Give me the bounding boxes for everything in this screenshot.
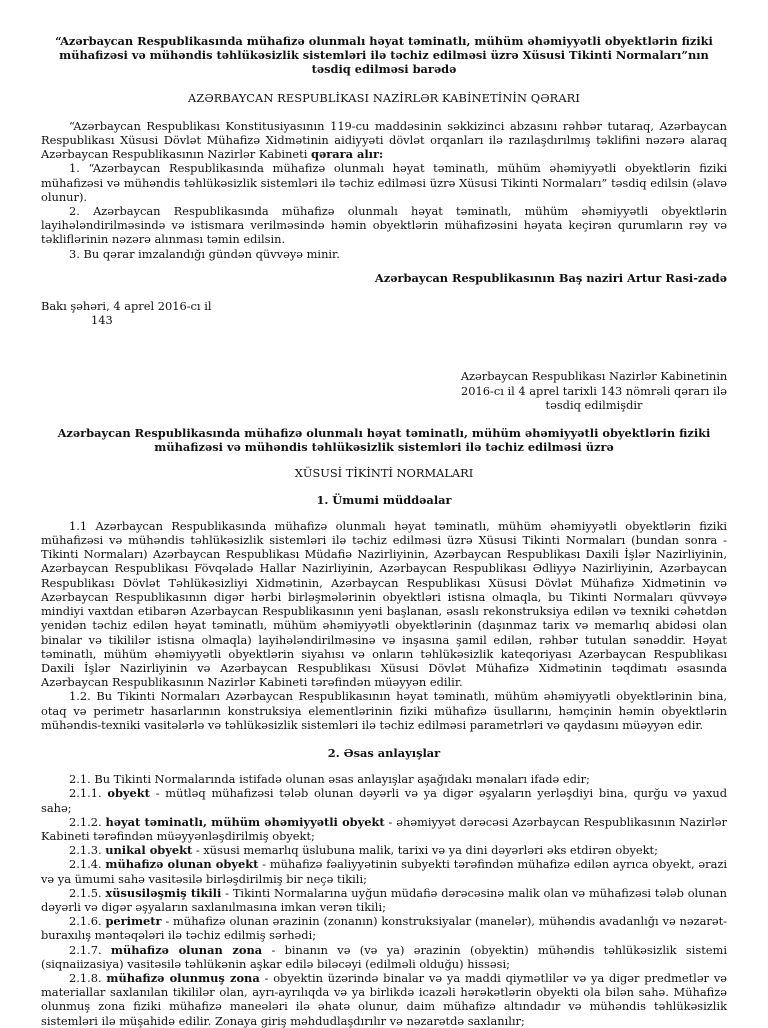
definition-text: - əhəmiyyət dərəcəsi Azərbaycan Respublikasının Nazirlər Kabineti tərəfindən müəyyənləşdirilmiş obyekt;: [41, 814, 727, 843]
decree-item-3: 3. Bu qərar imzalandığı gündən qüvvəyə minir.: [69, 246, 340, 261]
decree-title: “Azərbaycan Respublikasında mühafizə olunmalı həyat təminatlı, mühüm əhəmiyyətli obyektlərin fiziki mühafizəsi və mühəndis təhlükəsizlik sistemləri ilə təchiz edilməsi üzrə Xüsusi Tikinti Normaları”nın təsdiq edilməsi barədə: [55, 34, 713, 77]
definition-number: 2.1.6.: [69, 914, 106, 929]
definition-text: - xüsusi memarlıq üslubuna malik, tarixi və ya dini dəyərləri əks etdirən obyekt;: [192, 843, 658, 858]
decree-preamble: [41, 119, 727, 162]
definition-number: 2.1.8.: [69, 970, 107, 985]
definition-term: mühafizə olunan obyekt: [105, 857, 259, 872]
decree-place-date: Bakı şəhəri, 4 aprel 2016-cı il: [41, 299, 212, 314]
decree-signature: Azərbaycan Respublikasının Baş naziri Artur Rasi-zadə: [374, 270, 727, 285]
norms-subtitle: XÜSUSİ TİKİNTİ NORMALARI: [294, 466, 474, 481]
definition-number: 2.1.4.: [69, 857, 106, 872]
decree-item-1: 1. “Azərbaycan Respublikasında mühafizə olunmalı həyat təminatlı, mühüm əhəmiyyətli obyektlərin fiziki mühafizəsi və mühəndis təhlükəsizlik sistemləri ilə təchiz edilməsi üzrə Xüsusi Tikinti Normaları” təsdiq edilsin (əlavə olunur).: [41, 161, 727, 204]
approval-line-3: təsdiq edilmişdir: [545, 397, 643, 412]
section-1-paragraph-1: 1.1 Azərbaycan Respublikasında mühafizə olunmalı həyat təminatlı, mühüm əhəmiyyətli obyektlərin fiziki mühafizəsi və mühəndis təhlükəsizlik sistemləri ilə təchiz edilməsi üzrə Xüsusi Tikinti Normaları (bundan sonra - Tikinti Normaları) Azərbaycan Respublikası Müdafiə Nazirliyinin, Azərbaycan Respublikası Daxili İşlər Nazirliyinin, Azərbaycan Respublikası Fövqəladə Hallar Nazirliyinin, Azərbaycan Respublikası Ədliyyə Nazirliyinin, Azərbaycan Respublikası Dövlət Təhlükəsizliyi Xidmətinin, Azərbaycan Respublikası Xüsusi Dövlət Mühafizə Xidmətinin və Azərbaycan Respublikasının digər hərbi birləşmələrinin obyektləri istisna olmaqla, bu Tikinti Normaları qüvvəyə mindiyi vaxtdan etibarən Azərbaycan Respublikasının yeni başlanan, əsaslı rekonstruksiya edilən və texniki cəhətdən yenidən təchiz edilən həyat təminatlı, mühüm əhəmiyyətli obyektlərinin (daşınmaz tarix və memarlıq abidəsi olan binalar və tikililər istisna olmaqla) layihələndirilməsinə və inşasına şamil edilən, rəhbər tutulan sənəddir. Həyat təminatlı, mühüm əhəmiyyətli obyektlərin siyahısı və onların təhlükəsizlik kateqoriyası Azərbaycan Respublikası Daxili İşlər Nazirliyinin və Azərbaycan Respublikası Xüsusi Dövlət Mühafizə Xidmətinin təqdimatı əsasında Azərbaycan Respublikasının Nazirlər Kabineti tərəfindən müəyyən edilir.: [41, 518, 727, 690]
definition-term: perimetr: [105, 914, 162, 929]
section-1-paragraph-2: 1.2. Bu Tikinti Normaları Azərbaycan Respublikasının həyat təminatlı, mühüm əhəmiyyətli obyektlərinin bina, otaq və perimetr hasarlarının konstruksiya elementlərinin fiziki mühafizə üsullarını, həmçinin həmin obyektlərin mühəndis-texniki vasitələrlə və təhlükəsizlik sistemləri ilə təchiz edilməsi parametrləri və qaydasını müəyyən edir.: [41, 689, 727, 732]
definition-number: 2.1.2.: [69, 814, 106, 829]
preamble-resolution: qərara alır:: [311, 147, 384, 162]
definition-term: unikal obyekt: [105, 843, 193, 858]
section-2-heading: 2. Əsas anlayışlar: [327, 745, 441, 760]
section-1-heading: 1. Ümumi müddəalar: [316, 492, 452, 507]
definition-item: [41, 815, 727, 843]
definition-text: - obyektin üzərində binalar və ya maddi qiymətlilər və ya digər predmetlər və materiallar saxlanılan tikililər olan, ayrı-ayrılıqda və ya birlikdə icazəli hərəkətlərin obyekti ola bilən sahə. Mühafizə olunmuş zona fiziki mühafizə maneələri ilə əhatə olunur, daim mühafizə altındadır və mühəndis təhlükəsizlik sistemləri ilə müşahidə edilir. Zonaya giriş məhdudlaşdırılır və nəzarətdə saxlanılır;: [41, 970, 727, 1028]
definition-number: 2.1.3.: [69, 843, 106, 858]
preamble-text: “Azərbaycan Respublikası Konstitusiyasının 119-cu maddəsinin səkkizinci abzasını rəhbər tutaraq, Azərbaycan Respublikası Xüsusi Dövlət Mühafizə Xidmətinin aidiyyəti dövlət orqanları ilə razılaşdırılmış təklifini nəzərə alaraq Azərbaycan Respublikasının Nazirlər Kabineti: [41, 118, 727, 162]
definition-item: [41, 943, 727, 971]
definition-text: - mühafizə fəaliyyətinin subyekti tərəfindən mühafizə edilən ayrıca obyekt, ərazi və ya ümumi sahə vasitəsilə birləşdirilmiş bir neçə tikili;: [41, 857, 727, 886]
approval-line-2: 2016-cı il 4 aprel tarixli 143 nömrəli qərarı ilə: [460, 383, 728, 398]
definition-number: 2.1.5.: [69, 885, 106, 900]
decree-issuer: AZƏRBAYCAN RESPUBLİKASI NAZİRLƏR KABİNETİNİN QƏRARI: [188, 90, 580, 105]
approval-line-1: Azərbaycan Respublikası Nazirlər Kabinetinin: [460, 369, 728, 384]
definition-number: 2.1.7.: [69, 942, 111, 957]
definition-term: xüsusiləşmiş tikili: [105, 885, 222, 900]
definition-text: - Tikinti Normalarına uyğun müdafiə dərəcəsinə malik olan və mühafizəsi tələb olunan dəyərli və digər əşyaların saxlanılmasına imkan verən tikili;: [41, 885, 727, 914]
definition-term: həyat təminatlı, mühüm əhəmiyyətli obyekt: [105, 814, 385, 829]
definition-item: [41, 971, 727, 1028]
section-2-intro: 2.1. Bu Tikinti Normalarında istifadə olunan əsas anlayışlar aşağıdakı mənaları ifadə edir;: [69, 772, 590, 787]
definition-item: [41, 857, 727, 885]
definition-term: obyekt: [107, 786, 150, 801]
definition-item: [41, 914, 727, 942]
definition-text: - mütləq mühafizəsi tələb olunan dəyərli və ya digər əşyaların yerləşdiyi bina, qurğu və yaxud sahə;: [41, 786, 727, 815]
definition-text: - binanın və (və ya) ərazinin (obyektin) mühəndis təhlükəsizlik sistemi (siqnaiizasiya) vasitəsilə təhlükənin aşkar edilə biləcəyi (edilməli olduğu) hissəsi;: [41, 942, 727, 971]
norms-title: Azərbaycan Respublikasında mühafizə olunmalı həyat təminatlı, mühüm əhəmiyyətli obyektlərin fiziki mühafizəsi və mühəndis təhlükəsizlik sistemləri ilə təchiz edilməsi üzrə: [57, 426, 711, 455]
definition-item: [41, 786, 727, 814]
approval-note: [459, 369, 729, 412]
definition-item: [41, 886, 727, 914]
definition-text: - mühafizə olunan ərazinin (zonanın) konstruksiyalar (manelər), mühəndis avadanlığı və nəzarət-buraxılış məntəqələri ilə təchiz edilmiş sərhədi;: [41, 914, 727, 943]
decree-item-2: 2. Azərbaycan Respublikasında mühafizə olunmalı həyat təminatlı, mühüm əhəmiyyətli obyektlərin layihələndirilməsində və istismara verilməsində həmin obyektlərin mühafizəsini həyata keçirən qurumların rəy və təkliflərinin nəzərə alınması təmin edilsin.: [41, 204, 727, 247]
decree-number: 143: [91, 313, 113, 328]
definition-item: [41, 843, 727, 857]
definition-term: mühafizə olunan zona: [110, 942, 263, 957]
definition-term: mühafizə olunmuş zona: [106, 970, 260, 985]
definition-number: 2.1.1.: [69, 786, 108, 801]
